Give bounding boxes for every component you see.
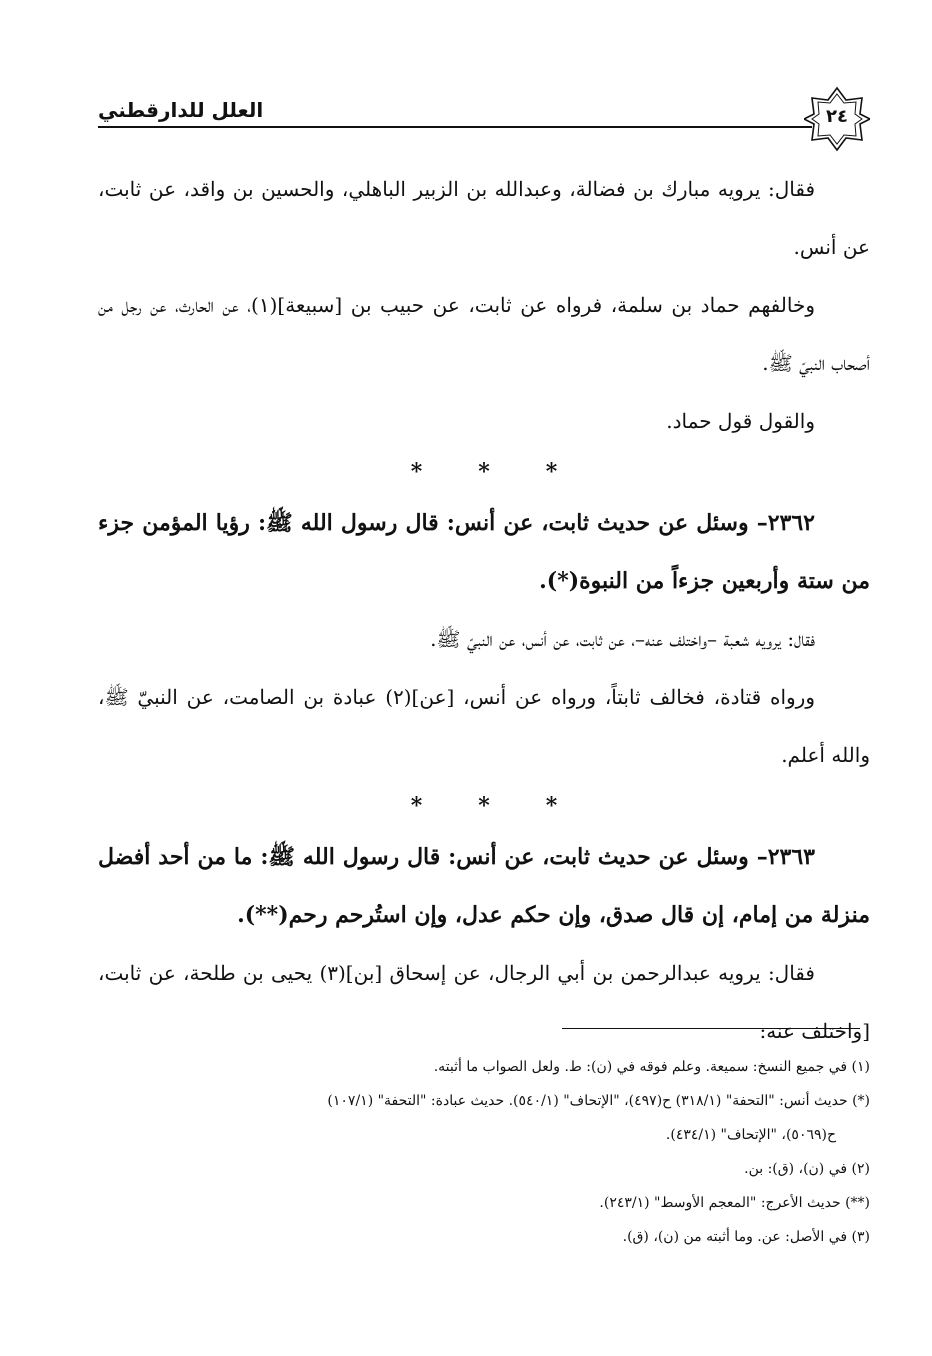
paragraph: وخالفهم حماد بن سلمة، فرواه عن ثابت، عن حبيب بن [سبيعة](١)، عن الحارث، عن رجل من أصحاب النبيّ ﷺ. (98, 293, 870, 375)
separator-star: * (478, 793, 490, 819)
entry-heading-2363: ٢٣٦٣– وسئل عن حديث ثابت، عن أنس: قال رسول الله ﷺ: ما من أحد أفضل منزلة من إمام، إن قال صدق، وإن حكم عدل، وإن استُرحم رحم(**). (98, 844, 870, 928)
separator-star: * (410, 793, 423, 819)
section-separator (98, 784, 870, 828)
footnote-continuation: ح(٥٠٦٩)، "الإتحاف" (٤٣٤/١). (665, 1127, 836, 1143)
entry-heading-2362: ٢٣٦٢– وسئل عن حديث ثابت، عن أنس: قال رسول الله ﷺ: رؤيا المؤمن جزء من ستة وأربعين جزءاً من النبوة(*). (98, 510, 870, 594)
footnote: (١) في جميع النسخ: سميعة. وعلم فوقه في (ن): ط. ولعل الصواب ما أثبته. (433, 1059, 870, 1075)
separator-star: * (410, 459, 423, 485)
header-rule (98, 126, 812, 128)
separator-star: * (545, 459, 558, 485)
footnote: (*) حديث أنس: "التحفة" (٣١٨/١) ح(٤٩٧)، "الإتحاف" (٥٤٠/١). حديث عبادة: "التحفة" (١٠٧/١) (327, 1093, 870, 1109)
page-number: ٢٤ (826, 106, 848, 127)
separator-star: * (478, 459, 490, 485)
paragraph: والقول قول حماد. (666, 409, 815, 433)
footnote: (٢) في (ن)، (ق): بن. (744, 1161, 870, 1177)
paragraph: فقال: يرويه شعبة –واختلف عنه–، عن ثابت، عن أنس، عن النبيّ ﷺ. (430, 627, 815, 651)
footnote-rule (562, 1028, 860, 1029)
page-header (98, 86, 870, 156)
paragraph: فقال: يرويه مبارك بن فضالة، وعبدالله بن الزبير الباهلي، والحسين بن واقد، عن ثابت، عن أنس. (98, 177, 870, 259)
paragraph: ورواه قتادة، فخالف ثابتاً، ورواه عن أنس، [عن](٢) عبادة بن الصامت، عن النبيّ ﷺ، والله أعلم. (98, 685, 870, 767)
main-text (98, 160, 870, 1060)
section-separator (98, 450, 870, 494)
separator-star: * (545, 793, 558, 819)
footnote: (**) حديث الأعرج: "المعجم الأوسط" (٢٤٣/١). (599, 1195, 870, 1211)
running-title: العلل للدارقطني (98, 98, 264, 122)
footnotes (85, 1050, 870, 1254)
paragraph: فقال: يرويه عبدالرحمن بن أبي الرجال، عن إسحاق [بن](٣) يحيى بن طلحة، عن ثابت، [واختلف عنه: (98, 961, 870, 1043)
footnote: (٣) في الأصل: عن. وما أثبته من (ن)، (ق). (622, 1229, 870, 1245)
